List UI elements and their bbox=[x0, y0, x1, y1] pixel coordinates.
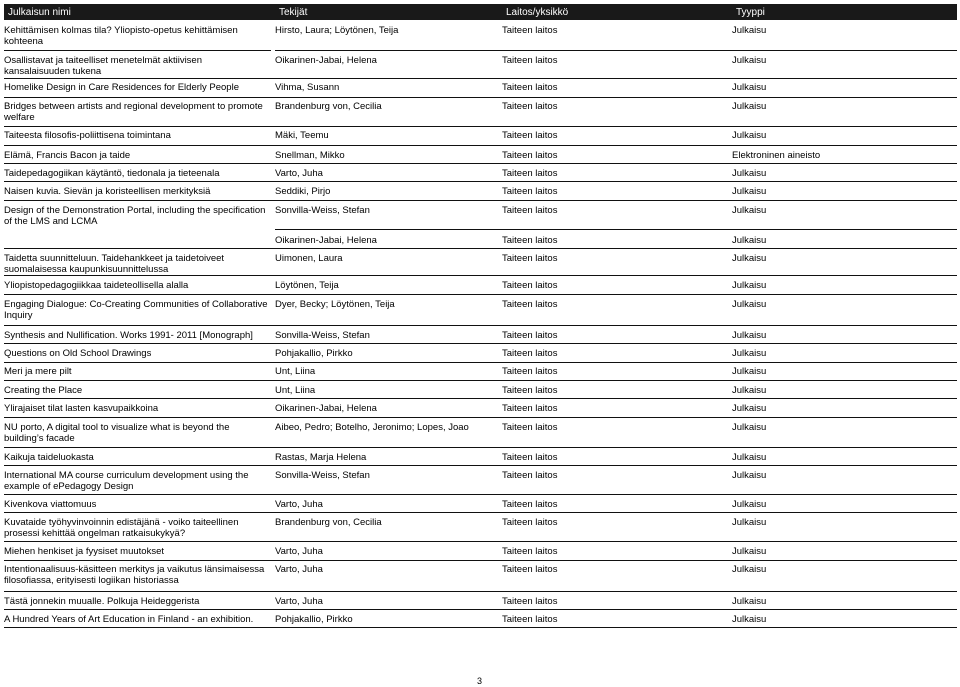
row-separator bbox=[4, 145, 957, 146]
pub-type: Julkaisu bbox=[732, 130, 767, 141]
row-separator bbox=[4, 343, 957, 344]
pub-authors: Pohjakallio, Pirkko bbox=[275, 348, 353, 359]
row-separator bbox=[4, 126, 957, 127]
pub-type: Julkaisu bbox=[732, 55, 767, 66]
pub-title: Design of the Demonstration Portal, including the specification of the LMS and LCMA bbox=[4, 205, 266, 227]
row-separator bbox=[4, 609, 957, 610]
pub-unit: Taiteen laitos bbox=[502, 235, 558, 246]
header-type: Tyyppi bbox=[736, 7, 765, 18]
row-separator bbox=[4, 560, 957, 561]
pub-authors: Varto, Juha bbox=[275, 564, 323, 575]
row-separator bbox=[4, 447, 957, 448]
pub-authors: Mäki, Teemu bbox=[275, 130, 329, 141]
row-separator bbox=[4, 294, 957, 295]
pub-type: Julkaisu bbox=[732, 299, 767, 310]
pub-type: Julkaisu bbox=[732, 82, 767, 93]
pub-unit: Taiteen laitos bbox=[502, 546, 558, 557]
row-separator bbox=[4, 627, 957, 628]
pub-type: Julkaisu bbox=[732, 235, 767, 246]
pub-unit: Taiteen laitos bbox=[502, 422, 558, 433]
pub-type: Julkaisu bbox=[732, 280, 767, 291]
pub-title: Engaging Dialogue: Co-Creating Communities of Collaborative Inquiry bbox=[4, 299, 268, 321]
page-number: 3 bbox=[477, 676, 483, 686]
pub-title: Taidepedagogiikan käytäntö, tiedonala ja tieteenala bbox=[4, 168, 220, 179]
pub-authors: Löytönen, Teija bbox=[275, 280, 339, 291]
pub-type: Julkaisu bbox=[732, 596, 767, 607]
pub-unit: Taiteen laitos bbox=[502, 55, 558, 66]
pub-title: Intentionaalisuus-käsitteen merkitys ja vaikutus länsimaisessa filosofiassa, erityisesti logiikan historiassa bbox=[4, 564, 265, 586]
pub-authors: Brandenburg von, Cecilia bbox=[275, 517, 382, 528]
pub-type: Elektroninen aineisto bbox=[732, 150, 821, 161]
pub-authors: Varto, Juha bbox=[275, 596, 323, 607]
pub-type: Julkaisu bbox=[732, 330, 767, 341]
pub-type: Julkaisu bbox=[732, 348, 767, 359]
pub-unit: Taiteen laitos bbox=[502, 348, 558, 359]
pub-unit: Taiteen laitos bbox=[502, 330, 558, 341]
pub-unit: Taiteen laitos bbox=[502, 101, 558, 112]
pub-authors: Vihma, Susann bbox=[275, 82, 340, 93]
pub-unit: Taiteen laitos bbox=[502, 366, 558, 377]
pub-authors: Oikarinen-Jabai, Helena bbox=[275, 403, 377, 414]
pub-type: Julkaisu bbox=[732, 186, 767, 197]
pub-unit: Taiteen laitos bbox=[502, 186, 558, 197]
pub-unit: Taiteen laitos bbox=[502, 499, 558, 510]
pub-authors: Rastas, Marja Helena bbox=[275, 452, 367, 463]
pub-title: Ylirajaiset tilat lasten kasvupaikkoina bbox=[4, 403, 159, 414]
pub-authors: Pohjakallio, Pirkko bbox=[275, 614, 353, 625]
pub-authors: Oikarinen-Jabai, Helena bbox=[275, 235, 377, 246]
pub-type: Julkaisu bbox=[732, 422, 767, 433]
pub-title: Taiteesta filosofis-poliittisena toimintana bbox=[4, 130, 171, 141]
row-separator bbox=[4, 494, 957, 495]
pub-title: Synthesis and Nullification. Works 1991- 2011 [Monograph] bbox=[4, 330, 253, 341]
row-separator bbox=[275, 50, 957, 51]
row-separator bbox=[4, 362, 957, 363]
pub-authors: Unt, Liina bbox=[275, 385, 316, 396]
row-separator bbox=[4, 78, 957, 79]
pub-unit: Taiteen laitos bbox=[502, 25, 558, 36]
row-separator bbox=[4, 50, 271, 51]
pub-type: Julkaisu bbox=[732, 253, 767, 264]
pub-type: Julkaisu bbox=[732, 614, 767, 625]
pub-unit: Taiteen laitos bbox=[502, 614, 558, 625]
row-separator bbox=[4, 591, 957, 592]
row-separator bbox=[4, 275, 957, 276]
row-separator bbox=[4, 417, 957, 418]
header-unit: Laitos/yksikkö bbox=[506, 7, 569, 18]
pub-title: Bridges between artists and regional development to promote welfare bbox=[4, 101, 263, 123]
row-separator bbox=[4, 325, 957, 326]
pub-type: Julkaisu bbox=[732, 205, 767, 216]
pub-title: A Hundred Years of Art Education in Finland - an exhibition. bbox=[4, 614, 254, 625]
pub-type: Julkaisu bbox=[732, 168, 767, 179]
pub-title: Creating the Place bbox=[4, 385, 83, 396]
pub-authors: Oikarinen-Jabai, Helena bbox=[275, 55, 377, 66]
pub-unit: Taiteen laitos bbox=[502, 150, 558, 161]
pub-authors: Seddiki, Pirjo bbox=[275, 186, 331, 197]
pub-unit: Taiteen laitos bbox=[502, 82, 558, 93]
pub-title: NU porto, A digital tool to visualize what is beyond the building’s facade bbox=[4, 422, 230, 444]
pub-title: Elämä, Francis Bacon ja taide bbox=[4, 150, 131, 161]
pub-title: Meri ja mere pilt bbox=[4, 366, 72, 377]
pub-type: Julkaisu bbox=[732, 25, 767, 36]
pub-unit: Taiteen laitos bbox=[502, 385, 558, 396]
row-separator bbox=[4, 380, 957, 381]
pub-unit: Taiteen laitos bbox=[502, 280, 558, 291]
table-header bbox=[4, 4, 957, 20]
pub-title: Kaikuja taideluokasta bbox=[4, 452, 94, 463]
pub-unit: Taiteen laitos bbox=[502, 470, 558, 481]
pub-type: Julkaisu bbox=[732, 403, 767, 414]
row-separator bbox=[4, 541, 957, 542]
pub-authors: Sonvilla-Weiss, Stefan bbox=[275, 205, 370, 216]
pub-unit: Taiteen laitos bbox=[502, 168, 558, 179]
header-authors: Tekijät bbox=[279, 7, 308, 18]
pub-authors: Dyer, Becky; Löytönen, Teija bbox=[275, 299, 395, 310]
row-separator bbox=[275, 229, 957, 230]
pub-title: Yliopistopedagogiikkaa taideteollisella alalla bbox=[4, 280, 189, 291]
pub-authors: Varto, Juha bbox=[275, 546, 323, 557]
pub-authors: Snellman, Mikko bbox=[275, 150, 345, 161]
pub-title: Kehittämisen kolmas tila? Yliopisto-opetus kehittämisen kohteena bbox=[4, 25, 238, 47]
row-separator bbox=[4, 181, 957, 182]
pub-type: Julkaisu bbox=[732, 564, 767, 575]
pub-unit: Taiteen laitos bbox=[502, 596, 558, 607]
pub-authors: Sonvilla-Weiss, Stefan bbox=[275, 470, 370, 481]
pub-title: Homelike Design in Care Residences for Elderly People bbox=[4, 82, 239, 93]
row-separator bbox=[4, 465, 957, 466]
pub-title: Miehen henkiset ja fyysiset muutokset bbox=[4, 546, 164, 557]
header-title: Julkaisun nimi bbox=[8, 7, 71, 18]
pub-unit: Taiteen laitos bbox=[502, 299, 558, 310]
pub-type: Julkaisu bbox=[732, 385, 767, 396]
pub-authors: Varto, Juha bbox=[275, 168, 323, 179]
pub-unit: Taiteen laitos bbox=[502, 130, 558, 141]
pub-authors: Uimonen, Laura bbox=[275, 253, 343, 264]
pub-type: Julkaisu bbox=[732, 546, 767, 557]
pub-title: Kivenkova viattomuus bbox=[4, 499, 97, 510]
row-separator bbox=[4, 398, 957, 399]
pub-unit: Taiteen laitos bbox=[502, 564, 558, 575]
pub-unit: Taiteen laitos bbox=[502, 205, 558, 216]
pub-type: Julkaisu bbox=[732, 101, 767, 112]
pub-title: Osallistavat ja taiteelliset menetelmät aktiivisen kansalaisuuden tukena bbox=[4, 55, 203, 77]
pub-title: Questions on Old School Drawings bbox=[4, 348, 152, 359]
pub-type: Julkaisu bbox=[732, 366, 767, 377]
pub-unit: Taiteen laitos bbox=[502, 452, 558, 463]
row-separator bbox=[4, 512, 957, 513]
pub-authors: Unt, Liina bbox=[275, 366, 316, 377]
pub-unit: Taiteen laitos bbox=[502, 403, 558, 414]
pub-type: Julkaisu bbox=[732, 470, 767, 481]
pub-unit: Taiteen laitos bbox=[502, 253, 558, 264]
pub-type: Julkaisu bbox=[732, 517, 767, 528]
pub-type: Julkaisu bbox=[732, 452, 767, 463]
pub-authors: Sonvilla-Weiss, Stefan bbox=[275, 330, 370, 341]
pub-title: Taidetta suunnitteluun. Taidehankkeet ja taidetoiveet suomalaisessa kaupunkisuunnittelussa bbox=[4, 253, 225, 275]
row-separator bbox=[4, 248, 957, 249]
row-separator bbox=[4, 163, 957, 164]
row-separator bbox=[4, 97, 957, 98]
pub-title: Tästä jonnekin muualle. Polkuja Heideggerista bbox=[4, 596, 200, 607]
pub-title: Naisen kuvia. Sievän ja koristeellisen merkityksiä bbox=[4, 186, 211, 197]
row-separator bbox=[4, 200, 957, 201]
pub-type: Julkaisu bbox=[732, 499, 767, 510]
pub-title: International MA course curriculum development using the example of ePedagogy Design bbox=[4, 470, 249, 492]
pub-authors: Hirsto, Laura; Löytönen, Teija bbox=[275, 25, 399, 36]
pub-authors: Aibeo, Pedro; Botelho, Jeronimo; Lopes, Joao bbox=[275, 422, 469, 433]
pub-title: Kuvataide työhyvinvoinnin edistäjänä - voiko taiteellinen prosessi kehittää ongelman ratkaisukykyä? bbox=[4, 517, 239, 539]
pub-authors: Varto, Juha bbox=[275, 499, 323, 510]
pub-unit: Taiteen laitos bbox=[502, 517, 558, 528]
pub-authors: Brandenburg von, Cecilia bbox=[275, 101, 382, 112]
